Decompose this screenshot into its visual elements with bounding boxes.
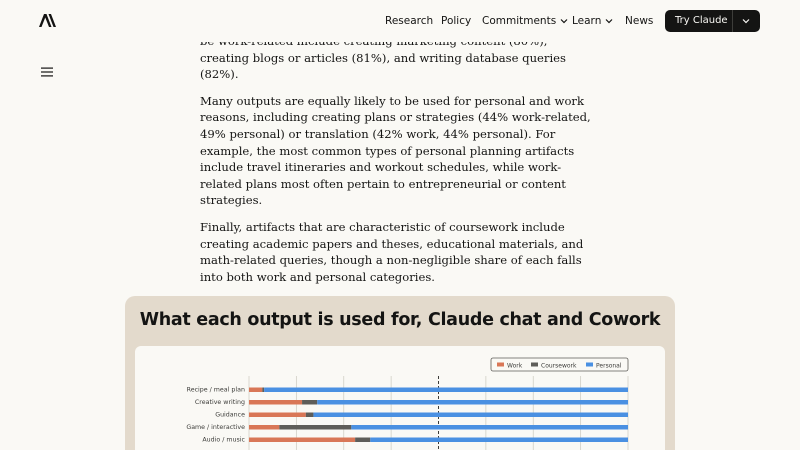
- bar-segment: [302, 400, 317, 405]
- chevron-down-icon[interactable]: [742, 17, 750, 25]
- button-divider: [732, 10, 733, 32]
- nav-link-news[interactable]: [625, 15, 653, 27]
- legend-label: Work: [507, 362, 523, 370]
- chart-title: What each output is used for, Claude chat and Cowork: [139, 310, 661, 330]
- article-paragraph: Many outputs are equally likely to be used for personal and work reasons, including creating plans or strategies (44% work-related, 49% personal) or translation (42% work, 44% personal). For example, the most common types of personal planning artifacts include travel itineraries and workout schedules, while work-related plans most often pertain to entrepreneurial or content strategies.: [200, 93, 591, 208]
- category-label: Audio / music: [202, 436, 245, 444]
- nav-link-learn[interactable]: [572, 15, 613, 27]
- chevron-down-icon: [560, 17, 568, 25]
- nav-link-commitments[interactable]: [482, 15, 568, 27]
- chevron-down-icon: [605, 17, 613, 25]
- nav-link-label: News: [625, 15, 654, 27]
- top-nav: [0, 0, 800, 42]
- article-body: [200, 33, 600, 295]
- menu-icon[interactable]: [41, 67, 53, 77]
- nav-link-policy[interactable]: [441, 15, 471, 27]
- legend-swatch: [531, 363, 538, 367]
- legend-label: Coursework: [541, 362, 577, 370]
- legend-label: Personal: [596, 362, 622, 370]
- bar-segment: [249, 400, 302, 405]
- nav-link-research[interactable]: [385, 15, 433, 27]
- bar-segment: [279, 425, 351, 430]
- anthropic-logo[interactable]: [39, 14, 56, 27]
- bar-segment: [306, 413, 314, 418]
- chart-card: [125, 296, 675, 450]
- bar-segment: [249, 425, 279, 430]
- bar-segment: [264, 388, 628, 393]
- category-label: Game / interactive: [186, 424, 245, 431]
- article-paragraph: creating blogs or articles (81%), and writing database queries (82%).: [200, 50, 566, 82]
- usage-stacked-bar-chart: [135, 346, 665, 450]
- article-paragraph: Finally, artifacts that are characteristic of coursework include creating academic papers and theses, educational materials, and math-related queries, though a non-negligible share of each falls into both work and personal categories.: [200, 219, 584, 284]
- bar-segment: [317, 400, 628, 405]
- nav-link-label: Commitments: [482, 15, 557, 27]
- try-claude-label: Try Claude: [675, 15, 728, 26]
- nav-link-label: Policy: [441, 15, 472, 27]
- bar-segment: [370, 438, 628, 443]
- bar-segment: [351, 425, 628, 430]
- try-claude-button[interactable]: [665, 10, 760, 32]
- bar-segment: [355, 438, 370, 443]
- nav-link-label: Research: [385, 15, 434, 27]
- bar-segment: [262, 388, 264, 393]
- legend-swatch: [497, 363, 504, 367]
- category-label: Creative writing: [194, 399, 245, 406]
- bar-segment: [249, 388, 262, 393]
- category-label: Guidance: [215, 411, 245, 419]
- nav-link-label: Learn: [572, 15, 602, 27]
- legend-swatch: [586, 363, 593, 367]
- bar-segment: [313, 413, 628, 418]
- bar-segment: [249, 438, 355, 443]
- bar-segment: [249, 413, 306, 418]
- chart-panel: [135, 346, 665, 450]
- category-label: Recipe / meal plan: [186, 386, 245, 394]
